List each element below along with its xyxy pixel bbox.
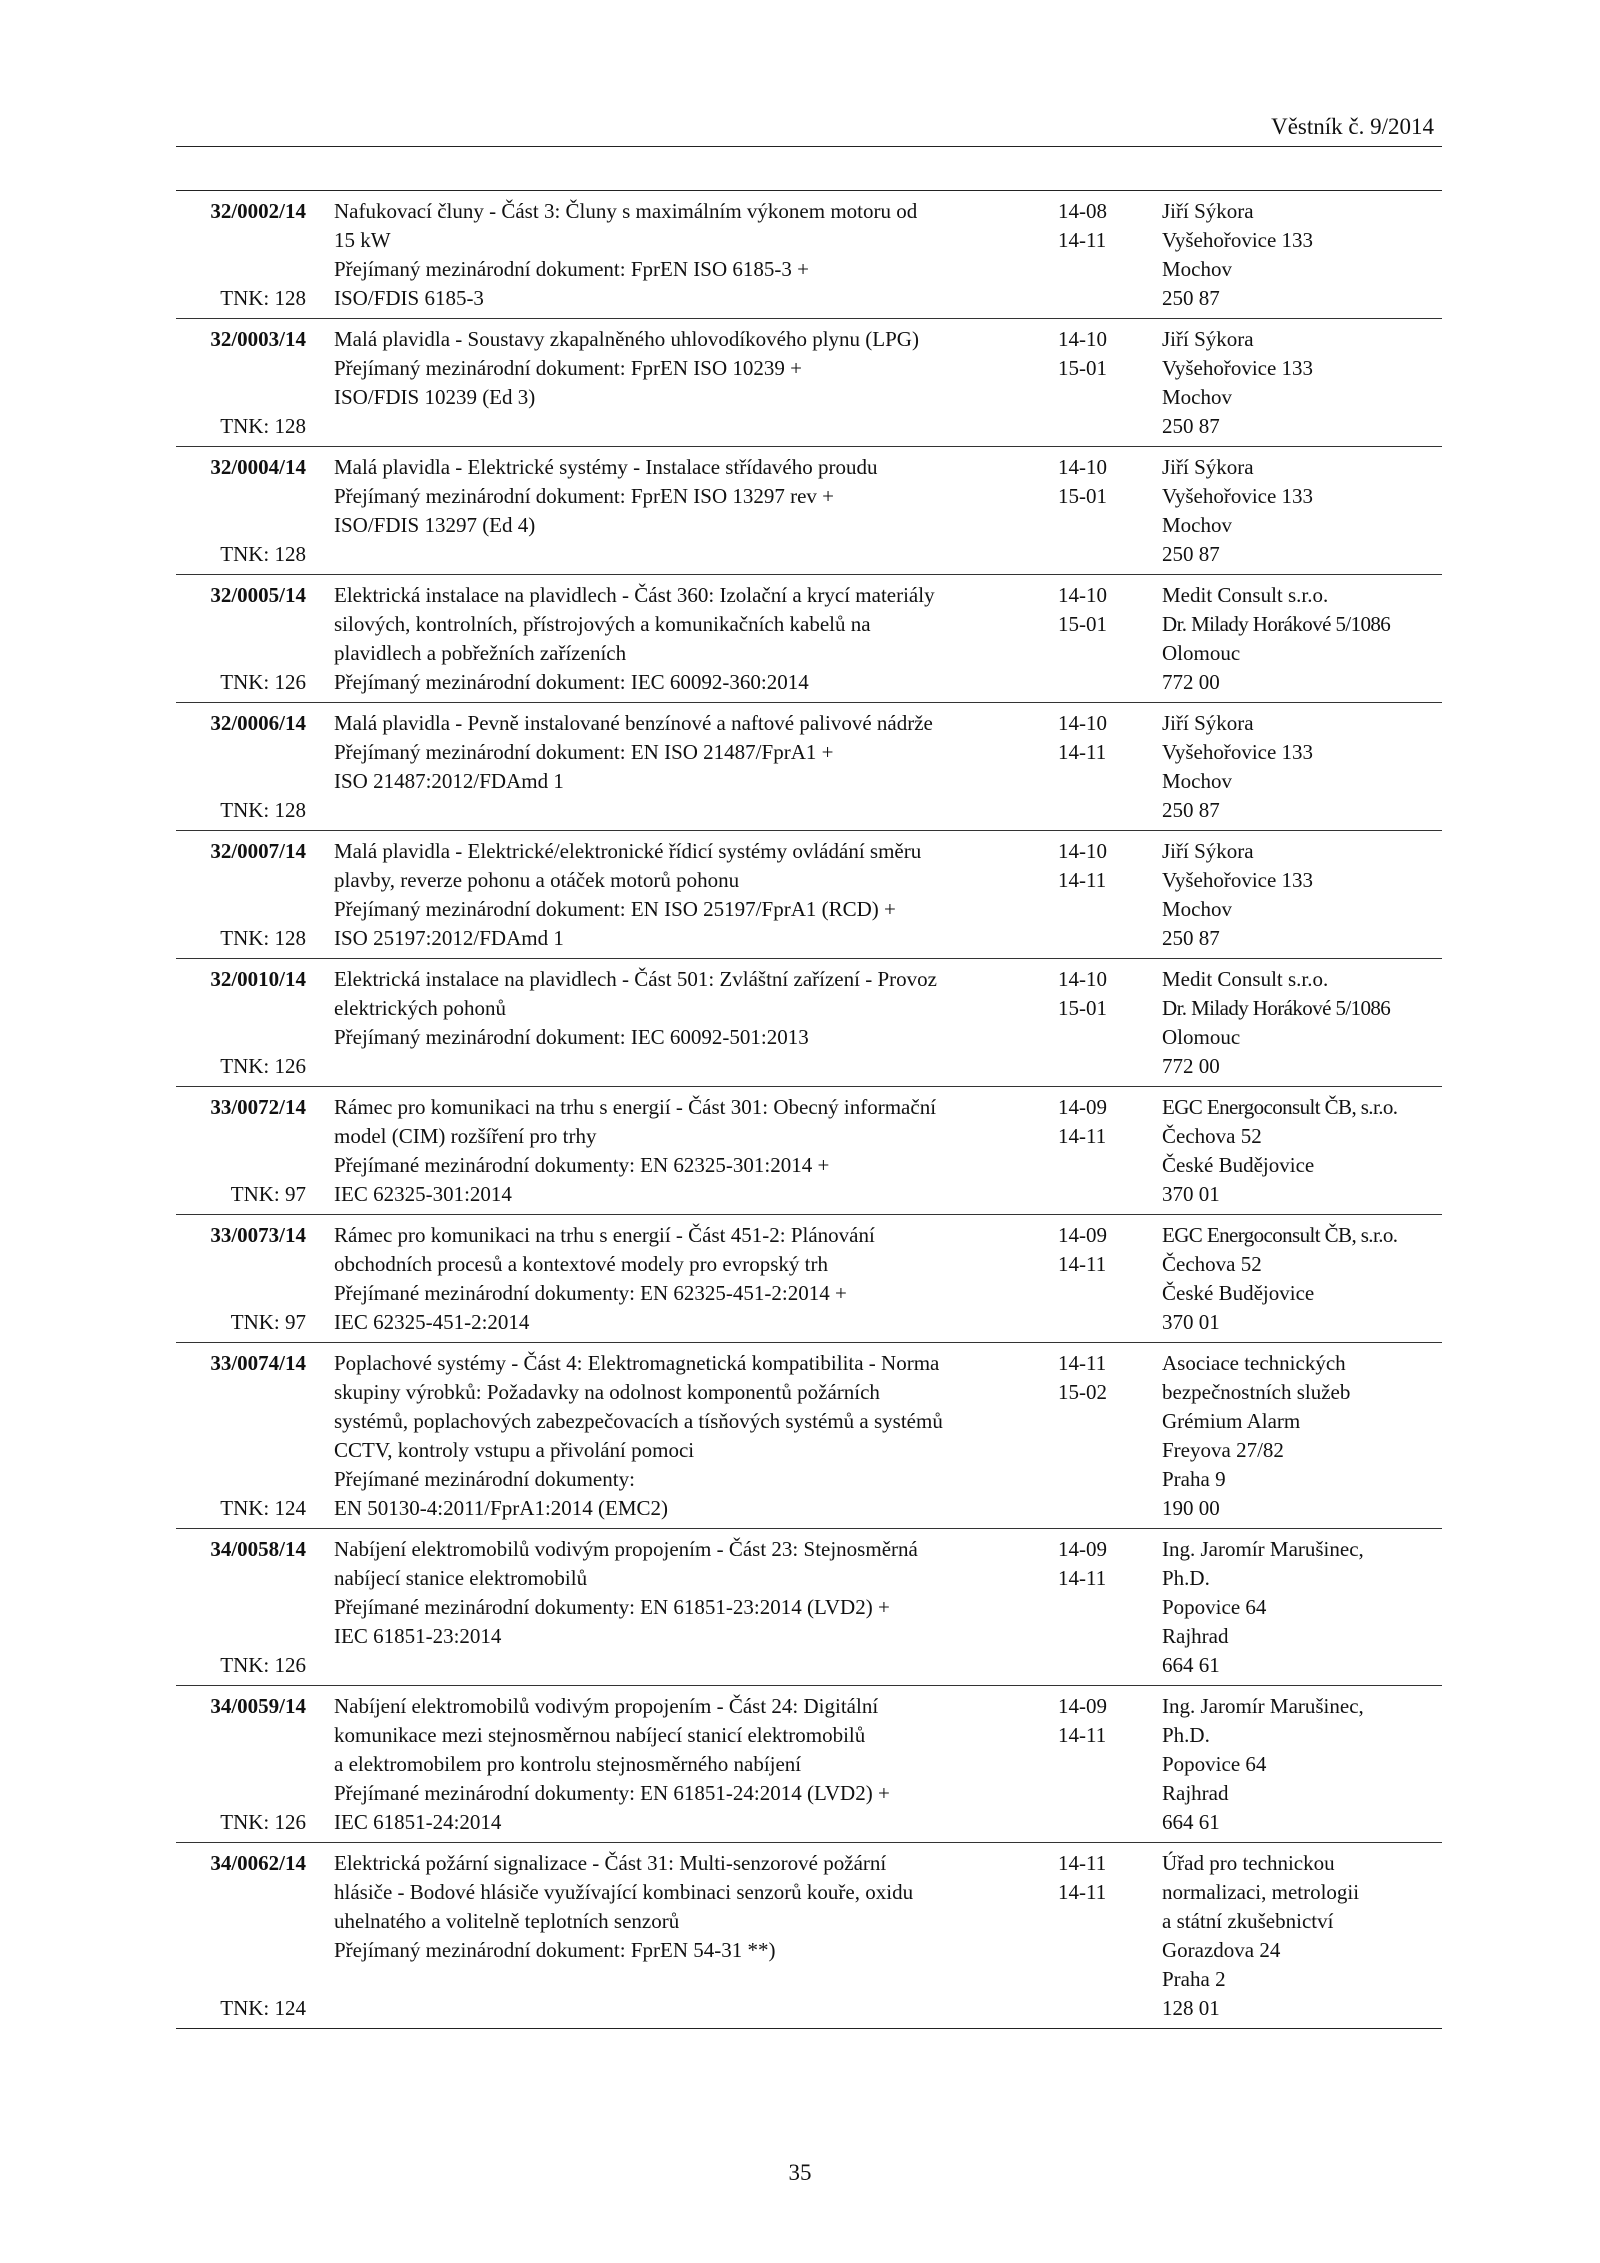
- title-line: uhelnatého a volitelně teplotních senzorů: [334, 1909, 680, 1933]
- contact-line: Grémium Alarm: [1162, 1409, 1301, 1433]
- tnk-number: TNK: 126: [220, 670, 306, 694]
- title-line: [334, 796, 1074, 825]
- contact-line: Vyšehořovice 133: [1162, 228, 1314, 252]
- contact-line: Medit Consult s.r.o.: [1162, 583, 1329, 607]
- contact-line: Jiří Sýkora: [1162, 327, 1254, 351]
- contact-line: České Budějovice: [1162, 1281, 1315, 1305]
- row-id-cell: [176, 1535, 306, 1680]
- contact-line: Freyova 27/82: [1162, 1438, 1284, 1462]
- date-value: 14-11: [1058, 1252, 1107, 1276]
- title-line: Přejímaný mezinárodní dokument: EN ISO 25197/FprA1 (RCD) +: [334, 897, 896, 921]
- standard-code: 32/0002/14: [210, 199, 306, 223]
- title-line: Rámec pro komunikaci na trhu s energií - Část 301: Obecný informační: [334, 1095, 937, 1119]
- dates-cell: [1058, 453, 1148, 511]
- tnk-number: TNK: 97: [230, 1182, 306, 1206]
- contact-line: Rajhrad: [1162, 1781, 1229, 1805]
- title-line: ISO 25197:2012/FDAmd 1: [334, 926, 564, 950]
- title-line: Přejímaný mezinárodní dokument: FprEN ISO 10239 +: [334, 356, 802, 380]
- contact-line: Ph.D.: [1162, 1566, 1210, 1590]
- table-row: [176, 830, 1442, 958]
- contact-line: Praha 2: [1162, 1967, 1226, 1991]
- standard-title: [334, 965, 1074, 1081]
- title-line: [334, 1052, 1074, 1081]
- contact-line: Olomouc: [1162, 1025, 1241, 1049]
- contact-line: Popovice 64: [1162, 1752, 1267, 1776]
- contact-cell: [1162, 837, 1447, 953]
- date-value: 15-01: [1058, 484, 1107, 508]
- date-value: 14-10: [1058, 455, 1107, 479]
- contact-cell: [1162, 965, 1447, 1081]
- contact-line: 772 00: [1162, 1054, 1220, 1078]
- date-value: 14-09: [1058, 1537, 1107, 1561]
- date-value: 15-01: [1058, 996, 1107, 1020]
- standard-title: [334, 1093, 1074, 1209]
- table-row: [176, 446, 1442, 574]
- contact-line: 250 87: [1162, 926, 1220, 950]
- title-line: elektrických pohonů: [334, 996, 507, 1020]
- title-line: Elektrická instalace na plavidlech - Část 360: Izolační a krycí materiály: [334, 583, 935, 607]
- tnk-number: TNK: 128: [220, 542, 306, 566]
- contact-line: 250 87: [1162, 798, 1220, 822]
- journal-title: Věstník č. 9/2014: [1271, 114, 1434, 139]
- contact-cell: [1162, 325, 1447, 441]
- row-id-cell: [176, 1093, 306, 1209]
- date-value: 14-09: [1058, 1223, 1107, 1247]
- contact-line: Ing. Jaromír Marušinec,: [1162, 1694, 1364, 1718]
- row-id-cell: [176, 837, 306, 953]
- contact-line: Olomouc: [1162, 641, 1241, 665]
- tnk-number: TNK: 126: [220, 1054, 306, 1078]
- standards-table: [176, 190, 1442, 2029]
- title-line: skupiny výrobků: Požadavky na odolnost komponentů požárních: [334, 1380, 880, 1404]
- title-line: IEC 61851-24:2014: [334, 1810, 502, 1834]
- table-row: [176, 1842, 1442, 2028]
- title-line: Malá plavidla - Elektrické systémy - Instalace střídavého proudu: [334, 455, 878, 479]
- row-id-cell: [176, 1349, 306, 1523]
- date-value: 14-11: [1058, 1566, 1107, 1590]
- title-line: Přejímaný mezinárodní dokument: IEC 60092-360:2014: [334, 670, 809, 694]
- title-line: IEC 61851-23:2014: [334, 1624, 502, 1648]
- tnk-number: TNK: 124: [220, 1996, 306, 2020]
- standard-title: [334, 1349, 1074, 1523]
- title-line: ISO/FDIS 13297 (Ed 4): [334, 513, 536, 537]
- title-line: Přejímaný mezinárodní dokument: FprEN ISO 6185-3 +: [334, 257, 809, 281]
- table-row: [176, 1342, 1442, 1528]
- contact-line: Čechova 52: [1162, 1252, 1262, 1276]
- date-value: 14-11: [1058, 1124, 1107, 1148]
- title-line: [334, 1994, 1074, 2023]
- standard-code: 34/0058/14: [210, 1537, 306, 1561]
- row-id-cell: [176, 325, 306, 441]
- standard-code: 34/0062/14: [210, 1851, 306, 1875]
- date-value: 14-11: [1058, 1723, 1107, 1747]
- title-line: [334, 1965, 1074, 1994]
- title-line: Malá plavidla - Soustavy zkapalněného uhlovodíkového plynu (LPG): [334, 327, 919, 351]
- contact-line: 370 01: [1162, 1310, 1220, 1334]
- title-line: Elektrická instalace na plavidlech - Část 501: Zvláštní zařízení - Provoz: [334, 967, 937, 991]
- page-number: 35: [788, 2160, 812, 2185]
- title-line: 15 kW: [334, 228, 391, 252]
- row-id-cell: [176, 197, 306, 313]
- table-row: [176, 574, 1442, 702]
- dates-cell: [1058, 581, 1148, 639]
- contact-line: Popovice 64: [1162, 1595, 1267, 1619]
- contact-line: 250 87: [1162, 542, 1220, 566]
- contact-line: Vyšehořovice 133: [1162, 356, 1314, 380]
- contact-line: Praha 9: [1162, 1467, 1226, 1491]
- date-value: 15-01: [1058, 612, 1107, 636]
- dates-cell: [1058, 325, 1148, 383]
- date-value: 14-08: [1058, 199, 1107, 223]
- contact-line: EGC Energoconsult ČB, s.r.o.: [1162, 1095, 1398, 1119]
- title-line: Malá plavidla - Pevně instalované benzínové a naftové palivové nádrže: [334, 711, 933, 735]
- contact-line: Vyšehořovice 133: [1162, 484, 1314, 508]
- standard-title: [334, 325, 1074, 441]
- standard-title: [334, 709, 1074, 825]
- contact-line: Mochov: [1162, 769, 1232, 793]
- contact-line: Mochov: [1162, 385, 1232, 409]
- contact-line: Jiří Sýkora: [1162, 839, 1254, 863]
- title-line: a elektromobilem pro kontrolu stejnosměrného nabíjení: [334, 1752, 802, 1776]
- table-row: [176, 1528, 1442, 1685]
- standard-code: 33/0072/14: [210, 1095, 306, 1119]
- contact-line: České Budějovice: [1162, 1153, 1315, 1177]
- dates-cell: [1058, 1692, 1148, 1750]
- tnk-number: TNK: 126: [220, 1810, 306, 1834]
- standard-title: [334, 197, 1074, 313]
- title-line: systémů, poplachových zabezpečovacích a tísňových systémů a systémů: [334, 1409, 943, 1433]
- table-row: [176, 702, 1442, 830]
- title-line: Přejímané mezinárodní dokumenty: EN 62325-451-2:2014 +: [334, 1281, 847, 1305]
- date-value: 14-10: [1058, 583, 1107, 607]
- standard-title: [334, 1692, 1074, 1837]
- dates-cell: [1058, 1535, 1148, 1593]
- contact-line: normalizaci, metrologii: [1162, 1880, 1360, 1904]
- contact-line: 664 61: [1162, 1653, 1220, 1677]
- title-line: plavidlech a pobřežních zařízeních: [334, 641, 627, 665]
- contact-line: bezpečnostních služeb: [1162, 1380, 1351, 1404]
- contact-line: Vyšehořovice 133: [1162, 740, 1314, 764]
- title-line: Přejímané mezinárodní dokumenty: EN 61851-24:2014 (LVD2) +: [334, 1781, 890, 1805]
- date-value: 14-10: [1058, 327, 1107, 351]
- date-value: 14-10: [1058, 711, 1107, 735]
- contact-line: Jiří Sýkora: [1162, 199, 1254, 223]
- title-line: Přejímaný mezinárodní dokument: EN ISO 21487/FprA1 +: [334, 740, 834, 764]
- tnk-number: TNK: 97: [230, 1310, 306, 1334]
- title-line: Přejímané mezinárodní dokumenty: EN 61851-23:2014 (LVD2) +: [334, 1595, 890, 1619]
- table-row: [176, 958, 1442, 1086]
- contact-line: 664 61: [1162, 1810, 1220, 1834]
- standard-code: 32/0004/14: [210, 455, 306, 479]
- contact-line: Dr. Milady Horákové 5/1086: [1162, 996, 1391, 1020]
- title-line: Nafukovací čluny - Část 3: Čluny s maximálním výkonem motoru od: [334, 199, 918, 223]
- contact-cell: [1162, 709, 1447, 825]
- dates-cell: [1058, 837, 1148, 895]
- contact-line: Medit Consult s.r.o.: [1162, 967, 1329, 991]
- standard-code: 32/0010/14: [210, 967, 306, 991]
- table-row: [176, 1086, 1442, 1214]
- title-line: IEC 62325-301:2014: [334, 1182, 512, 1206]
- title-line: CCTV, kontroly vstupu a přivolání pomoci: [334, 1438, 695, 1462]
- standard-code: 32/0007/14: [210, 839, 306, 863]
- title-line: [334, 412, 1074, 441]
- dates-cell: [1058, 1093, 1148, 1151]
- contact-line: Asociace technických: [1162, 1351, 1346, 1375]
- contact-line: Dr. Milady Horákové 5/1086: [1162, 612, 1391, 636]
- title-line: obchodních procesů a kontextové modely pro evropský trh: [334, 1252, 828, 1276]
- title-line: komunikace mezi stejnosměrnou nabíjecí stanicí elektromobilů: [334, 1723, 866, 1747]
- contact-line: Úřad pro technickou: [1162, 1851, 1335, 1875]
- title-line: [334, 1651, 1074, 1680]
- title-line: Nabíjení elektromobilů vodivým propojením - Část 23: Stejnosměrná: [334, 1537, 918, 1561]
- title-line: Nabíjení elektromobilů vodivým propojením - Část 24: Digitální: [334, 1694, 879, 1718]
- contact-line: Vyšehořovice 133: [1162, 868, 1314, 892]
- tnk-number: TNK: 128: [220, 926, 306, 950]
- title-line: Elektrická požární signalizace - Část 31: Multi-senzorové požární: [334, 1851, 887, 1875]
- date-value: 14-10: [1058, 839, 1107, 863]
- contact-cell: [1162, 453, 1447, 569]
- contact-line: Mochov: [1162, 257, 1232, 281]
- title-line: Poplachové systémy - Část 4: Elektromagnetická kompatibilita - Norma: [334, 1351, 940, 1375]
- contact-line: Mochov: [1162, 897, 1232, 921]
- date-value: 14-11: [1058, 1351, 1107, 1375]
- title-line: ISO 21487:2012/FDAmd 1: [334, 769, 564, 793]
- standard-code: 32/0005/14: [210, 583, 306, 607]
- contact-line: Gorazdova 24: [1162, 1938, 1281, 1962]
- date-value: 14-11: [1058, 868, 1107, 892]
- title-line: model (CIM) rozšíření pro trhy: [334, 1124, 597, 1148]
- dates-cell: [1058, 1849, 1148, 1907]
- contact-line: 128 01: [1162, 1996, 1220, 2020]
- contact-cell: [1162, 1692, 1447, 1837]
- contact-cell: [1162, 1535, 1447, 1680]
- contact-line: EGC Energoconsult ČB, s.r.o.: [1162, 1223, 1398, 1247]
- date-value: 14-09: [1058, 1694, 1107, 1718]
- date-value: 14-11: [1058, 1851, 1107, 1875]
- row-id-cell: [176, 453, 306, 569]
- title-line: ISO/FDIS 10239 (Ed 3): [334, 385, 536, 409]
- title-line: Přejímané mezinárodní dokumenty:: [334, 1467, 635, 1491]
- date-value: 14-11: [1058, 228, 1107, 252]
- standard-code: 32/0006/14: [210, 711, 306, 735]
- row-id-cell: [176, 1221, 306, 1337]
- dates-cell: [1058, 1221, 1148, 1279]
- contact-line: Ph.D.: [1162, 1723, 1210, 1747]
- standard-code: 33/0074/14: [210, 1351, 306, 1375]
- dates-cell: [1058, 1349, 1148, 1407]
- standard-code: 33/0073/14: [210, 1223, 306, 1247]
- title-line: Přejímaný mezinárodní dokument: FprEN ISO 13297 rev +: [334, 484, 835, 508]
- date-value: 14-11: [1058, 740, 1107, 764]
- tnk-number: TNK: 124: [220, 1496, 306, 1520]
- table-row: [176, 1685, 1442, 1842]
- date-value: 15-02: [1058, 1380, 1107, 1404]
- title-line: EN 50130-4:2011/FprA1:2014 (EMC2): [334, 1496, 669, 1520]
- contact-line: Mochov: [1162, 513, 1232, 537]
- standard-title: [334, 1849, 1074, 2023]
- title-line: Rámec pro komunikaci na trhu s energií - Část 451-2: Plánování: [334, 1223, 875, 1247]
- contact-line: Čechova 52: [1162, 1124, 1262, 1148]
- standard-title: [334, 1221, 1074, 1337]
- table-row: [176, 1214, 1442, 1342]
- date-value: 15-01: [1058, 356, 1107, 380]
- title-line: plavby, reverze pohonu a otáček motorů pohonu: [334, 868, 740, 892]
- row-id-cell: [176, 709, 306, 825]
- date-value: 14-11: [1058, 1880, 1107, 1904]
- title-line: silových, kontrolních, přístrojových a komunikačních kabelů na: [334, 612, 871, 636]
- page-header: [176, 108, 1442, 147]
- row-id-cell: [176, 1692, 306, 1837]
- contact-line: a státní zkušebnictví: [1162, 1909, 1334, 1933]
- standard-title: [334, 1535, 1074, 1680]
- date-value: 14-09: [1058, 1095, 1107, 1119]
- row-id-cell: [176, 965, 306, 1081]
- contact-cell: [1162, 197, 1447, 313]
- contact-line: 772 00: [1162, 670, 1220, 694]
- contact-cell: [1162, 1093, 1447, 1209]
- title-line: ISO/FDIS 6185-3: [334, 286, 484, 310]
- row-id-cell: [176, 581, 306, 697]
- tnk-number: TNK: 128: [220, 414, 306, 438]
- title-line: Přejímaný mezinárodní dokument: IEC 60092-501:2013: [334, 1025, 809, 1049]
- title-line: Malá plavidla - Elektrické/elektronické řídicí systémy ovládání směru: [334, 839, 922, 863]
- dates-cell: [1058, 965, 1148, 1023]
- title-line: hlásiče - Bodové hlásiče využívající kombinaci senzorů kouře, oxidu: [334, 1880, 914, 1904]
- contact-line: Jiří Sýkora: [1162, 455, 1254, 479]
- table-row: [176, 191, 1442, 318]
- contact-line: Jiří Sýkora: [1162, 711, 1254, 735]
- title-line: Přejímaný mezinárodní dokument: FprEN 54-31 **): [334, 1938, 776, 1962]
- contact-line: 250 87: [1162, 414, 1220, 438]
- tnk-number: TNK: 128: [220, 286, 306, 310]
- contact-line: Ing. Jaromír Marušinec,: [1162, 1537, 1364, 1561]
- date-value: 14-10: [1058, 967, 1107, 991]
- contact-line: 370 01: [1162, 1182, 1220, 1206]
- tnk-number: TNK: 126: [220, 1653, 306, 1677]
- title-line: nabíjecí stanice elektromobilů: [334, 1566, 588, 1590]
- dates-cell: [1058, 197, 1148, 255]
- contact-line: 250 87: [1162, 286, 1220, 310]
- standard-code: 32/0003/14: [210, 327, 306, 351]
- dates-cell: [1058, 709, 1148, 767]
- title-line: IEC 62325-451-2:2014: [334, 1310, 530, 1334]
- contact-cell: [1162, 1349, 1447, 1523]
- row-id-cell: [176, 1849, 306, 2023]
- standard-title: [334, 581, 1074, 697]
- contact-cell: [1162, 1849, 1447, 2023]
- contact-cell: [1162, 1221, 1447, 1337]
- table-row: [176, 318, 1442, 446]
- contact-line: Rajhrad: [1162, 1624, 1229, 1648]
- standard-title: [334, 837, 1074, 953]
- tnk-number: TNK: 128: [220, 798, 306, 822]
- contact-line: 190 00: [1162, 1496, 1220, 1520]
- standard-title: [334, 453, 1074, 569]
- contact-cell: [1162, 581, 1447, 697]
- title-line: [334, 540, 1074, 569]
- title-line: Přejímané mezinárodní dokumenty: EN 62325-301:2014 +: [334, 1153, 830, 1177]
- standard-code: 34/0059/14: [210, 1694, 306, 1718]
